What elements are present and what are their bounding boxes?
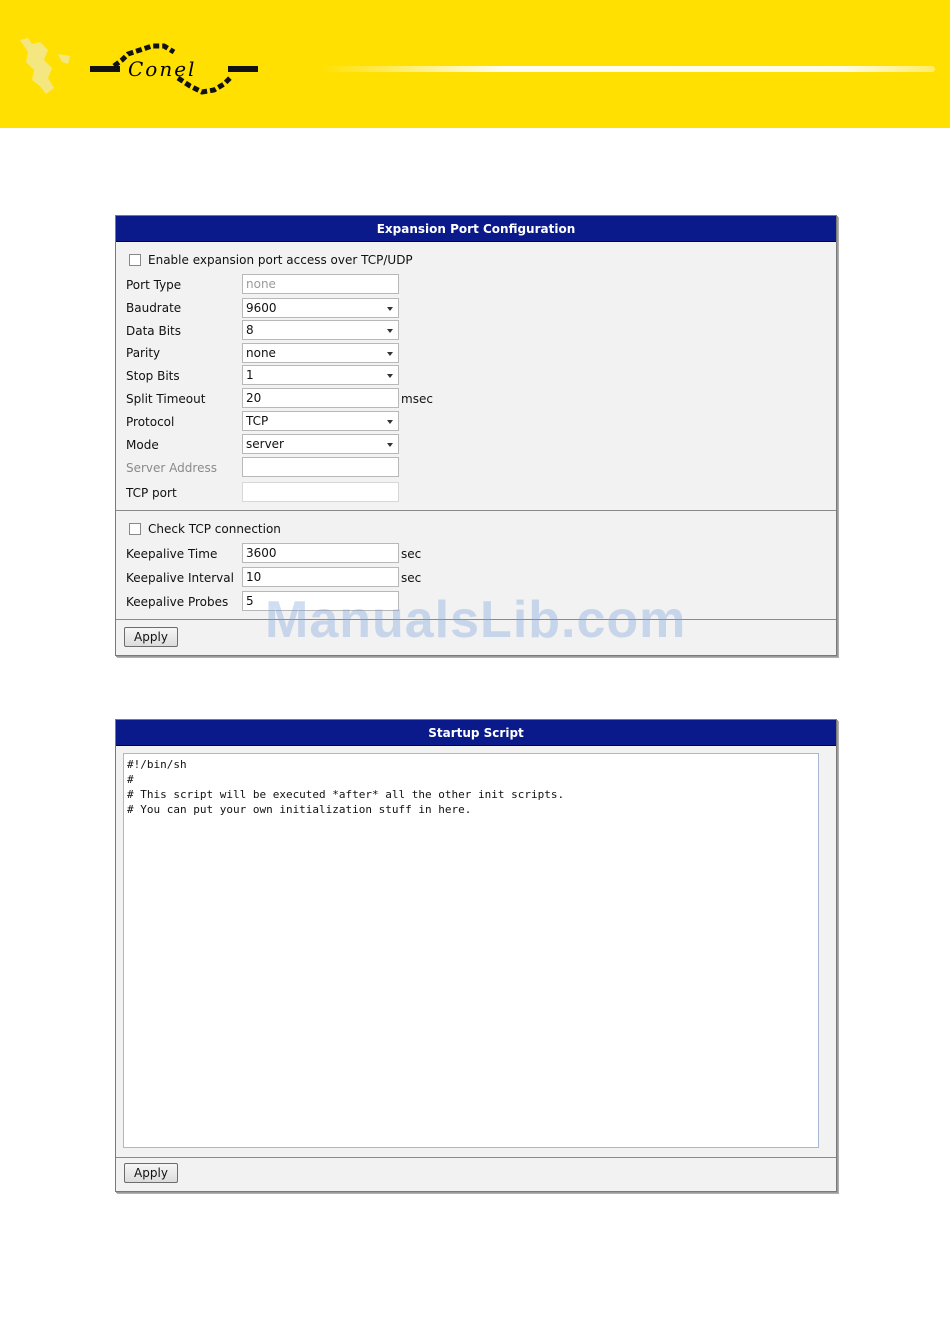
protocol-label: Protocol xyxy=(126,415,175,429)
port-type-input[interactable]: none xyxy=(242,274,399,294)
startup-script-textarea[interactable] xyxy=(123,753,819,1148)
script-line: #!/bin/sh xyxy=(127,758,187,771)
split-timeout-unit: msec xyxy=(401,392,433,406)
header-swoosh xyxy=(320,66,935,72)
apply-button[interactable]: Apply xyxy=(124,1163,178,1183)
mode-select[interactable]: server xyxy=(242,434,399,454)
parity-label: Parity xyxy=(126,346,161,360)
tcp-port-input[interactable] xyxy=(242,482,399,502)
split-timeout-label: Split Timeout xyxy=(126,392,206,406)
script-line: # You can put your own initialization stuff in here. xyxy=(127,803,472,816)
server-address-input[interactable] xyxy=(242,457,399,477)
footer-divider xyxy=(116,1157,836,1158)
script-line: # This script will be executed *after* all the other init scripts. xyxy=(127,788,565,801)
keepalive-time-label: Keepalive Time xyxy=(126,547,218,561)
keepalive-time-input[interactable]: 3600 xyxy=(242,543,399,563)
server-address-label: Server Address xyxy=(126,461,217,475)
port-type-label: Port Type xyxy=(126,278,182,292)
data-bits-select[interactable]: 8 xyxy=(242,320,399,340)
protocol-select[interactable]: TCP xyxy=(242,411,399,431)
tcp-port-label: TCP port xyxy=(126,486,177,500)
keepalive-interval-label: Keepalive Interval xyxy=(126,571,234,585)
panel-title: Startup Script xyxy=(116,720,836,746)
apply-button[interactable]: Apply xyxy=(124,627,178,647)
panel-title: Expansion Port Configuration xyxy=(116,216,836,242)
mode-label: Mode xyxy=(126,438,159,452)
enable-expansion-label: Enable expansion port access over TCP/UDP xyxy=(148,253,413,267)
stop-bits-select[interactable]: 1 xyxy=(242,365,399,385)
data-bits-label: Data Bits xyxy=(126,324,181,338)
script-line: # xyxy=(127,773,134,786)
keepalive-interval-input[interactable]: 10 xyxy=(242,567,399,587)
parity-select[interactable]: none xyxy=(242,343,399,363)
keepalive-probes-input[interactable]: 5 xyxy=(242,591,399,611)
page-header xyxy=(0,0,950,128)
enable-expansion-checkbox[interactable] xyxy=(129,254,141,266)
section-divider xyxy=(116,510,836,511)
keepalive-interval-unit: sec xyxy=(401,571,422,585)
split-timeout-input[interactable]: 20 xyxy=(242,388,399,408)
brand-name: Conel xyxy=(128,57,197,81)
startup-script-panel xyxy=(115,719,837,1192)
stop-bits-label: Stop Bits xyxy=(126,369,180,383)
check-tcp-checkbox[interactable] xyxy=(129,523,141,535)
keepalive-time-unit: sec xyxy=(401,547,422,561)
baudrate-select[interactable]: 9600 xyxy=(242,298,399,318)
baudrate-label: Baudrate xyxy=(126,301,182,315)
keepalive-probes-label: Keepalive Probes xyxy=(126,595,229,609)
check-tcp-label: Check TCP connection xyxy=(148,522,281,536)
watermark-text: ManualsLib.com xyxy=(265,591,687,649)
